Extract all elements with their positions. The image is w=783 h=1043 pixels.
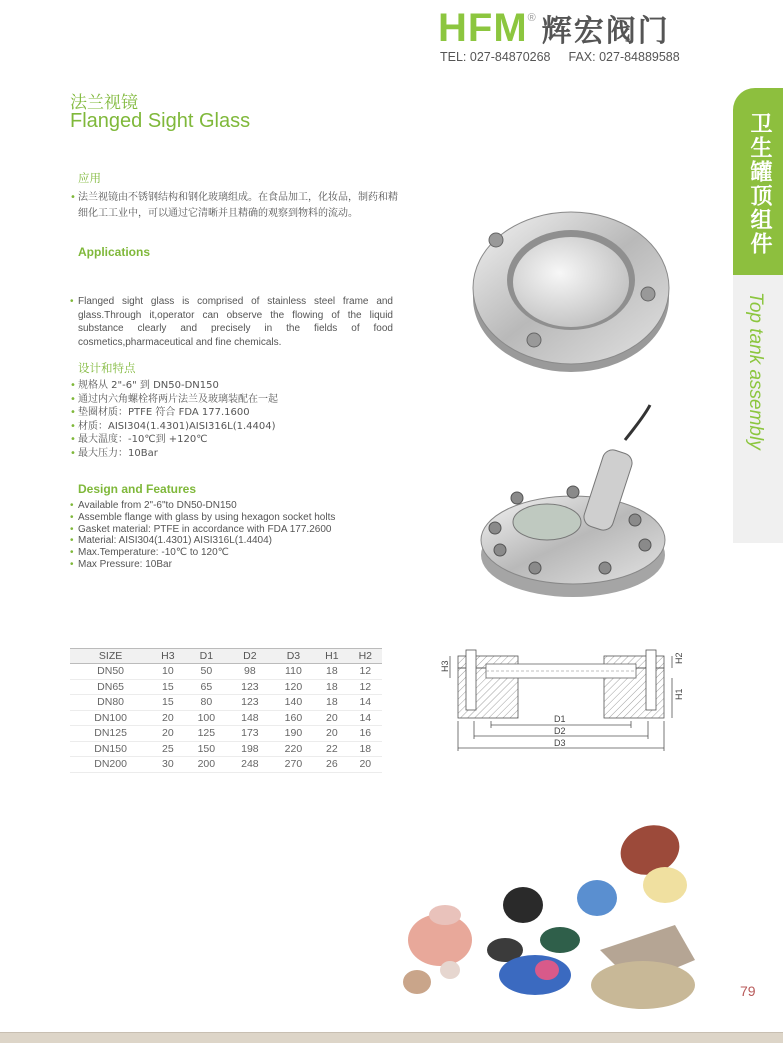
table-cell: 12 bbox=[349, 679, 382, 695]
footer-bar bbox=[0, 1032, 783, 1043]
table-row bbox=[70, 726, 382, 742]
table-cell: DN150 bbox=[70, 741, 151, 757]
table-row bbox=[70, 710, 382, 726]
table-cell: 18 bbox=[315, 695, 348, 711]
page-title-cn: 法兰视镜 bbox=[70, 93, 138, 113]
table-cell: 198 bbox=[228, 741, 272, 757]
table-cell: 12 bbox=[349, 664, 382, 680]
label-d1: D1 bbox=[554, 714, 566, 724]
col-d1: D1 bbox=[185, 649, 229, 664]
table-cell: 173 bbox=[228, 726, 272, 742]
materials-photo bbox=[375, 810, 715, 1030]
applications-text-cn: • 法兰视镜由不锈钢结构和钢化玻璃组成。在食品加工，化妆品，制药和精细化工工业中，可以通过它清晰并且精确的观察到物料的流动。 bbox=[70, 190, 398, 222]
table-cell: 110 bbox=[272, 664, 316, 680]
table-row bbox=[70, 679, 382, 695]
col-size: SIZE bbox=[70, 649, 151, 664]
side-tab-label-cn: 卫生罐顶组件 bbox=[747, 112, 772, 256]
col-d3: D3 bbox=[272, 649, 316, 664]
table-cell: 80 bbox=[185, 695, 229, 711]
col-h2: H2 bbox=[349, 649, 382, 664]
table-cell: 14 bbox=[349, 710, 382, 726]
label-h2: H2 bbox=[674, 652, 684, 664]
table-cell: 10 bbox=[151, 664, 184, 680]
table-cell: 26 bbox=[315, 757, 348, 773]
table-cell: DN50 bbox=[70, 664, 151, 680]
table-cell: 18 bbox=[315, 664, 348, 680]
table-cell: DN200 bbox=[70, 757, 151, 773]
table-cell: 160 bbox=[272, 710, 316, 726]
table-row bbox=[70, 757, 382, 773]
table-cell: 20 bbox=[349, 757, 382, 773]
brand-logo bbox=[438, 6, 670, 50]
table-cell: 30 bbox=[151, 757, 184, 773]
list-item: • Assemble flange with glass by using hexagon socket holts bbox=[70, 512, 335, 524]
table-cell: DN80 bbox=[70, 695, 151, 711]
spec-table bbox=[70, 648, 382, 773]
table-cell: DN125 bbox=[70, 726, 151, 742]
page-title: Flanged Sight Glass bbox=[70, 110, 251, 132]
table-cell: 120 bbox=[272, 679, 316, 695]
table-cell: 248 bbox=[228, 757, 272, 773]
table-cell: 25 bbox=[151, 741, 184, 757]
brand-name: HFM bbox=[438, 6, 528, 50]
table-cell: 20 bbox=[315, 710, 348, 726]
table-cell: 65 bbox=[185, 679, 229, 695]
table-cell: 123 bbox=[228, 695, 272, 711]
list-item: • 最大温度：-10℃到 +120℃ bbox=[70, 433, 278, 447]
list-item: • 垫圈材质：PTFE 符合 FDA 177.1600 bbox=[70, 406, 278, 420]
col-h1: H1 bbox=[315, 649, 348, 664]
design-list-cn bbox=[70, 379, 278, 460]
table-header-row bbox=[70, 649, 382, 664]
list-item: • Available from 2"-6"to DN50-DN150 bbox=[70, 500, 335, 512]
table-cell: 16 bbox=[349, 726, 382, 742]
table-cell: DN65 bbox=[70, 679, 151, 695]
list-item: • 材质：AISI304(1.4301)AISI316L(1.4404) bbox=[70, 420, 278, 434]
side-tab-label: Top tank assembly bbox=[745, 292, 766, 450]
applications-heading: Applications bbox=[78, 245, 151, 259]
table-row bbox=[70, 741, 382, 757]
table-row bbox=[70, 664, 382, 680]
fax-number: FAX: 027-84889588 bbox=[568, 50, 680, 64]
table-cell: 98 bbox=[228, 664, 272, 680]
list-item: • 最大压力：10Bar bbox=[70, 447, 278, 461]
list-item: • Max Pressure: 10Bar bbox=[70, 559, 335, 571]
table-row bbox=[70, 695, 382, 711]
label-h3: H3 bbox=[440, 660, 450, 672]
tel-number: TEL: 027-84870268 bbox=[440, 50, 551, 64]
list-item: • Gasket material: PTFE in accordance with FDA 177.2600 bbox=[70, 524, 335, 536]
label-d2: D2 bbox=[554, 726, 566, 736]
table-cell: 140 bbox=[272, 695, 316, 711]
table-cell: 100 bbox=[185, 710, 229, 726]
table-cell: 190 bbox=[272, 726, 316, 742]
applications-heading-cn: 应用 bbox=[78, 171, 101, 185]
design-heading: Design and Features bbox=[78, 482, 197, 496]
table-cell: 20 bbox=[151, 710, 184, 726]
table-cell: 20 bbox=[151, 726, 184, 742]
applications-text: • Flanged sight glass is comprised of stainless steel frame and glass.Through it,operator can observe the flowing of the liquid substance clearly and precisely in the fields of food cosmetics,pharmaceutical and fine chemicals. bbox=[70, 295, 393, 349]
sight-glass-lamp-photo bbox=[475, 400, 675, 605]
label-h1: H1 bbox=[674, 688, 684, 700]
table-cell: 123 bbox=[228, 679, 272, 695]
page-number: 79 bbox=[740, 983, 756, 999]
registered-mark: ® bbox=[527, 12, 536, 24]
list-item: • Material: AISI304(1.4301) AISI316L(1.4404) bbox=[70, 535, 335, 547]
table-cell: 20 bbox=[315, 726, 348, 742]
design-list bbox=[70, 500, 335, 571]
sight-glass-photo bbox=[468, 190, 678, 380]
table-cell: 15 bbox=[151, 695, 184, 711]
table-cell: 270 bbox=[272, 757, 316, 773]
table-cell: 15 bbox=[151, 679, 184, 695]
table-cell: 50 bbox=[185, 664, 229, 680]
col-d2: D2 bbox=[228, 649, 272, 664]
table-cell: 14 bbox=[349, 695, 382, 711]
design-heading-cn: 设计和特点 bbox=[78, 361, 136, 375]
table-cell: 150 bbox=[185, 741, 229, 757]
list-item: • 规格从 2"-6" 到 DN50-DN150 bbox=[70, 379, 278, 393]
list-item: • 通过内六角螺栓将两片法兰及玻璃装配在一起 bbox=[70, 393, 278, 407]
table-cell: 200 bbox=[185, 757, 229, 773]
table-cell: 125 bbox=[185, 726, 229, 742]
table-cell: 220 bbox=[272, 741, 316, 757]
technical-drawing bbox=[436, 636, 686, 761]
table-cell: DN100 bbox=[70, 710, 151, 726]
list-item: • Max.Temperature: -10℃ to 120℃ bbox=[70, 547, 335, 559]
table-cell: 18 bbox=[349, 741, 382, 757]
contact-line bbox=[440, 50, 680, 64]
table-cell: 22 bbox=[315, 741, 348, 757]
label-d3: D3 bbox=[554, 738, 566, 748]
col-h3: H3 bbox=[151, 649, 184, 664]
brand-name-cn: 辉宏阀门 bbox=[541, 14, 670, 49]
table-cell: 18 bbox=[315, 679, 348, 695]
table-cell: 148 bbox=[228, 710, 272, 726]
